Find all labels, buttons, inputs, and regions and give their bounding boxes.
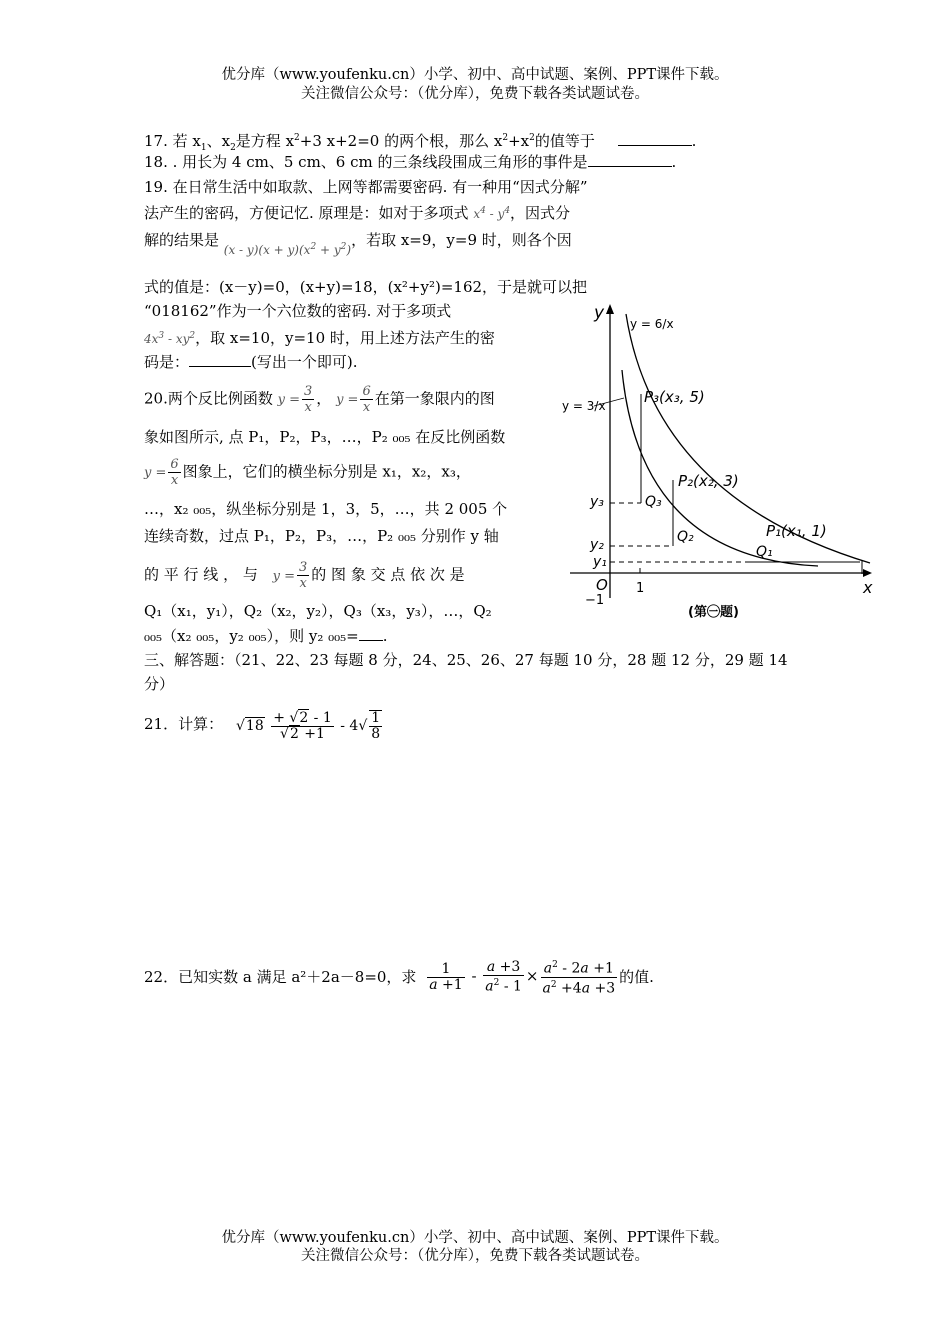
question-20-line-3: y = $\frac{6}{x}$ 图象上，它们的横坐标分别是 x₁，x₂，x₃， xyxy=(144,457,471,488)
one-label: 1 xyxy=(636,581,645,596)
label-y2: y₂ xyxy=(590,537,604,553)
question-21-expression: √18 $\frac{+ √2 - 1}{√2 +1}$ - 4√ $\frac{1}{8}$ xyxy=(236,709,381,742)
question-20-line-7: Q₁（x₁，y₁），Q₂（x₂，y₂），Q₃（x₃，y₃），…，Q₂ xyxy=(144,602,492,620)
question-19-line-3: 解的结果是 $_{(x - y)(x + y)(x^2 + y^2)}$，若取 x=9，y=9 时，则各个因 xyxy=(144,231,572,257)
header-line-2: 关注微信公众号：（优分库），免费下载各类试题试卷。 xyxy=(301,86,649,102)
label-f6: y = 6/x xyxy=(630,317,674,331)
question-19-line-6: $4x^3 - xy^2$，取 x=10，y=10 时，用上述方法产生的密 xyxy=(144,329,495,347)
section-3-line-2: 分） xyxy=(144,675,175,693)
question-19-line-1: 19. 在日常生活中如取款、上网等都需要密码. 有一种用“因式分解” xyxy=(144,178,588,196)
question-20-line-6: 的 平 行 线 ， 与 y = $\frac{3}{x}$ 的 图 象 交 点 依 次 是 xyxy=(144,560,465,591)
question-18: 18. . 用长为 4 cm、5 cm、6 cm 的三条线段围成三角形的事件是 . xyxy=(144,153,677,171)
section-3-line-1: 三、解答题：（21、22、23 每题 8 分，24、25、26、27 每题 10 分，28 题 12 分，29 题 14 xyxy=(144,651,788,669)
label-Q3: Q₃ xyxy=(645,494,662,510)
label-Q2: Q₂ xyxy=(677,529,694,545)
x-axis-label: x xyxy=(863,578,873,597)
answer-blank-18[interactable] xyxy=(588,152,672,167)
footer-line-1: 优分库（www.youfenku.cn）小学、初中、高中试题、案例、PPT课件下载。 xyxy=(221,1230,729,1246)
neg-one-label: −1 xyxy=(585,593,605,608)
label-P3: P₃(x₃, 5) xyxy=(644,388,705,406)
curve-y-6-over-x xyxy=(626,314,870,563)
label-P1: P₁(x₁, 1) xyxy=(766,522,827,540)
question-19-line-2: 法产生的密码，方便记忆. 原理是：如对于多项式 $x^4 - y^4$，因式分 xyxy=(144,204,571,222)
question-20-line-5: 连续奇数，过点 P₁，P₂，P₃，…，P₂ ₀₀₅ 分别作 y 轴 xyxy=(144,527,499,545)
header-line-1: 优分库（www.youfenku.cn）小学、初中、高中试题、案例、PPT课件下载。 xyxy=(221,67,729,83)
answer-blank-20[interactable] xyxy=(359,626,383,641)
question-19-line-7: 码是： (写出一个即可). xyxy=(144,353,358,371)
footer-line-2: 关注微信公众号：（优分库），免费下载各类试题试卷。 xyxy=(301,1248,649,1264)
question-21: 21．计算： xyxy=(144,715,224,733)
question-17: 17. 若 $x_1$、$x_2$是方程 $x^2+3$ x+2=0 的两个根，那么 $x^2+x^2$的值等于 . xyxy=(144,132,697,153)
question-20-line-2: 象如图所示, 点 P₁，P₂，P₃，…，P₂ ₀₀₅ 在反比例函数 xyxy=(144,428,506,446)
question-19-line-5: “018162”作为一个六位数的密码. 对于多项式 xyxy=(144,302,452,320)
label-Q1: Q₁ xyxy=(756,544,773,560)
inverse-function-figure xyxy=(560,298,880,628)
label-y1: y₁ xyxy=(593,554,607,570)
figure-caption: (第㊀题) xyxy=(688,605,739,620)
question-20-line-1: 20.两个反比例函数 y = $\frac{3}{x}$ ， y = $\frac{6}{x}$ 在第一象限内的图 xyxy=(144,384,495,415)
question-20-line-4: …，x₂ ₀₀₅，纵坐标分别是 1，3，5，…，共 2 005 个 xyxy=(144,500,508,518)
origin-label: O xyxy=(596,576,608,594)
question-20-line-8: ₀₀₅（x₂ ₀₀₅，y₂ ₀₀₅），则 y₂ ₀₀₅= . xyxy=(144,627,388,645)
question-22: 22．已知实数 a 满足 a²＋2a－8=0，求 $\frac{1}{a +1}$ - $\frac{a +3}{a^2 - 1}$ × $\frac{a^2 - 2a +1}{a^2 +4a +3}$ 的值. xyxy=(144,958,654,997)
question-19-line-4: 式的值是：(x－y)=0，(x+y)=18，(x²+y²)=162，于是就可以把 xyxy=(144,278,588,296)
answer-blank-19[interactable] xyxy=(189,352,251,367)
label-f3: y = 3/x xyxy=(562,399,606,413)
answer-blank-17[interactable] xyxy=(618,131,692,146)
y-axis-label: y xyxy=(594,303,605,323)
label-y3: y₃ xyxy=(590,494,604,510)
label-P2: P₂(x₂, 3) xyxy=(678,472,739,490)
